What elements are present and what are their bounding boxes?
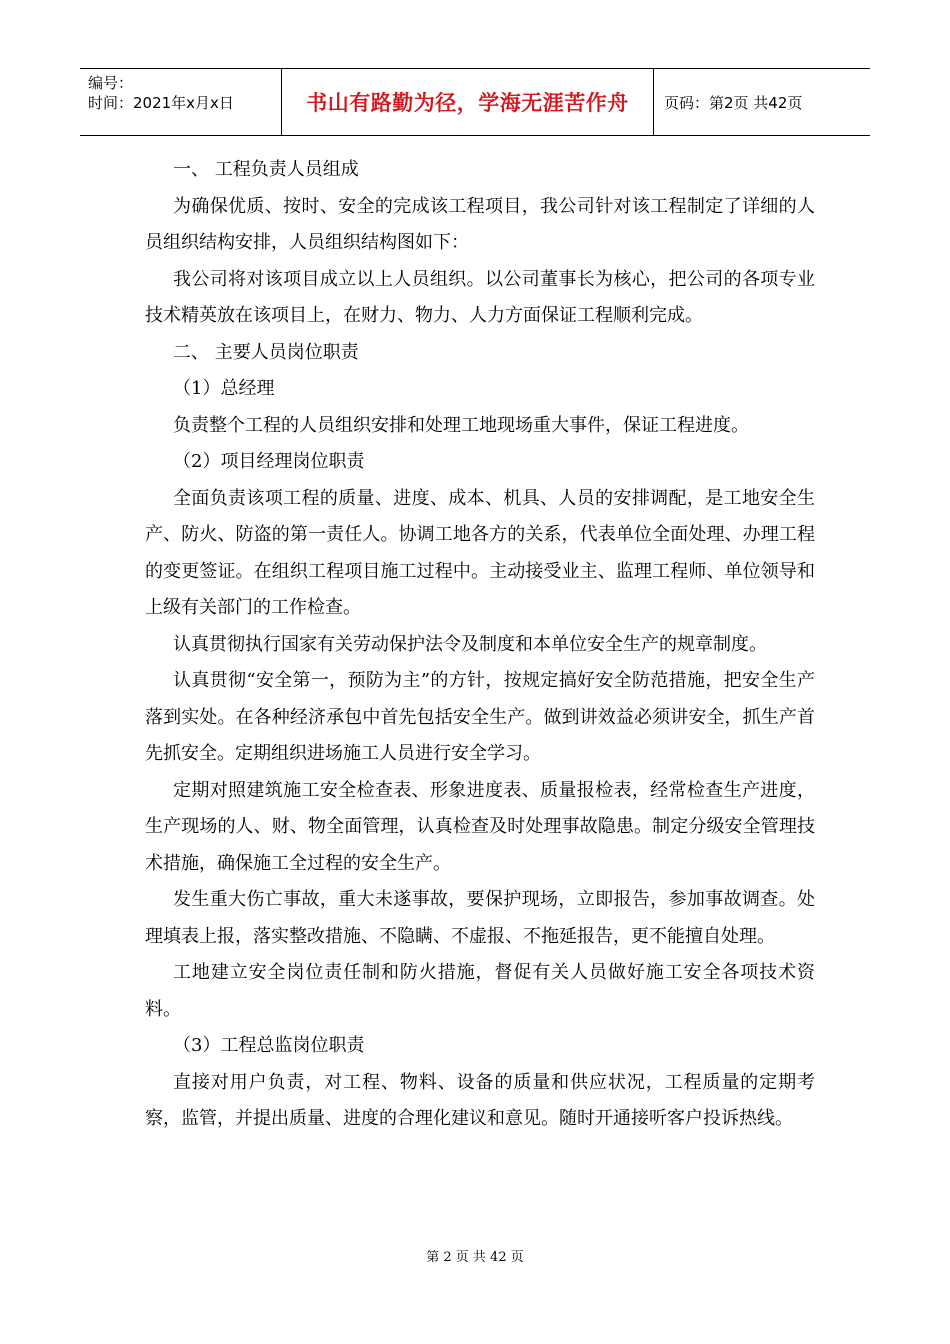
paragraph: 认真贯彻“安全第一，预防为主”的方针，按规定搞好安全防范措施，把安全生产落到实处。在各种经济承包中首先包括安全生产。做到讲效益必须讲安全，抓生产首先抓安全。定期组织进场施工人员进行安全学习。	[145, 670, 815, 764]
document-date-label: 时间：2021年x月x日	[88, 94, 234, 112]
subsection-heading: （3）工程总监岗位职责	[173, 1035, 365, 1056]
header-motto-cell	[282, 69, 654, 135]
section-heading: 二、 主要人员岗位职责	[173, 341, 359, 363]
document-number-label: 编号：	[88, 74, 134, 92]
subsection-heading: （1）总经理	[173, 378, 275, 399]
paragraph: 负责整个工程的人员组织安排和处理工地现场重大事件，保证工程进度。	[173, 414, 749, 436]
paragraph: 我公司将对该项目成立以上人员组织。以公司董事长为核心，把公司的各项专业技术精英放在该项目上，在财力、物力、人力方面保证工程顺利完成。	[145, 268, 815, 326]
header-motto: 书山有路勤为径，学海无涯苦作舟	[306, 91, 629, 115]
paragraph: 认真贯彻执行国家有关劳动保护法令及制度和本单位安全生产的规章制度。	[173, 633, 767, 655]
page-header	[80, 68, 870, 136]
paragraph: 定期对照建筑施工安全检查表、形象进度表、质量报检表，经常检查生产进度，生产现场的人、财、物全面管理，认真检查及时处理事故隐患。制定分级安全管理技术措施，确保施工全过程的安全生产。	[145, 779, 815, 874]
header-info-cell	[80, 69, 282, 135]
header-page-code: 页码：第2页 共42页	[664, 93, 803, 112]
paragraph: 为确保优质、按时、安全的完成该工程项目，我公司针对该工程制定了详细的人员组织结构安排，人员组织结构图如下：	[145, 195, 815, 253]
section-heading: 一、 工程负责人员组成	[173, 159, 359, 180]
page-footer: 第 2 页 共 42 页	[426, 1250, 524, 1265]
paragraph: 发生重大伤亡事故，重大未遂事故，要保护现场，立即报告，参加事故调查。处理填表上报，落实整改措施、不隐瞒、不虚报、不拖延报告，更不能擅自处理。	[145, 889, 815, 947]
subsection-heading: （2）项目经理岗位职责	[173, 451, 365, 472]
paragraph: 工地建立安全岗位责任制和防火措施，督促有关人员做好施工安全各项技术资料。	[145, 962, 815, 1020]
document-body	[145, 152, 815, 1138]
header-page-cell	[654, 69, 870, 135]
paragraph: 直接对用户负责，对工程、物料、设备的质量和供应状况，工程质量的定期考察，监管，并提出质量、进度的合理化建议和意见。随时开通接听客户投诉热线。	[145, 1071, 815, 1129]
paragraph: 全面负责该项工程的质量、进度、成本、机具、人员的安排调配，是工地安全生产、防火、防盗的第一责任人。协调工地各方的关系，代表单位全面处理、办理工程的变更签证。在组织工程项目施工过程中。主动接受业主、监理工程师、单位领导和上级有关部门的工作检查。	[145, 487, 815, 618]
